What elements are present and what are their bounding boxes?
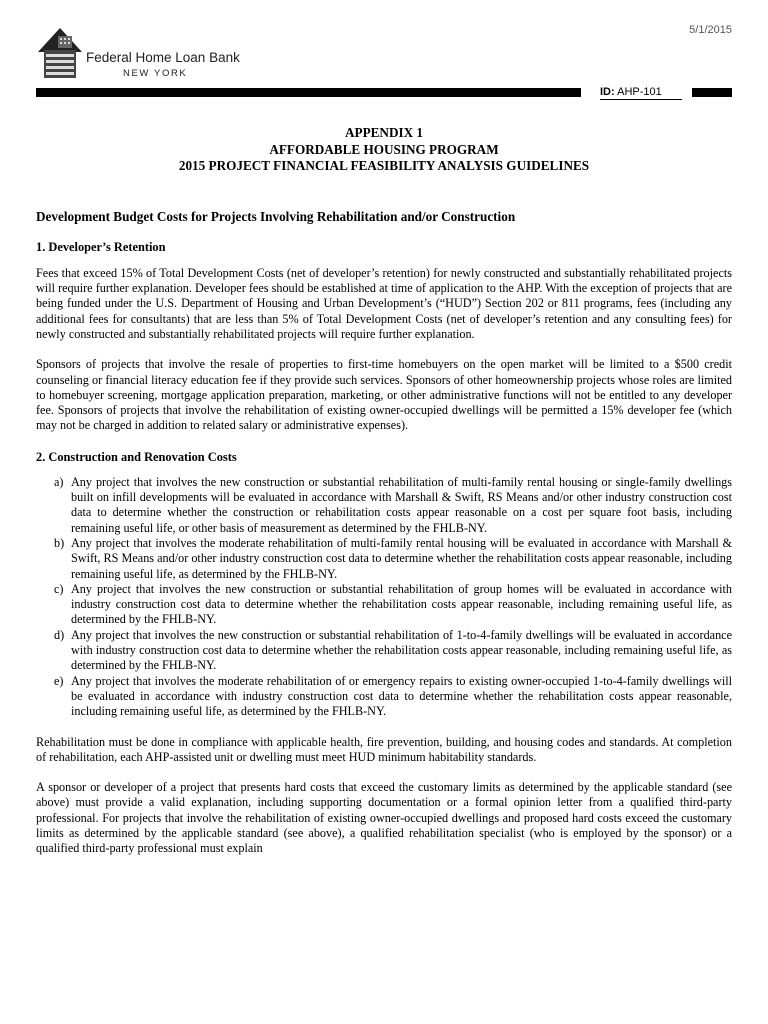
list-marker: d) <box>54 627 65 642</box>
id-value: AHP-101 <box>617 86 662 98</box>
title-line-3: 2015 PROJECT FINANCIAL FEASIBILITY ANALYSIS GUIDELINES <box>178 158 590 174</box>
document-id <box>600 86 682 100</box>
list-item <box>54 674 732 720</box>
house-flag-icon <box>36 22 86 80</box>
logo <box>36 22 296 82</box>
section-heading: Development Budget Costs for Projects Involving Rehabilitation and/or Construction <box>36 208 516 224</box>
date-stamp: 5/1/2015 <box>689 24 732 36</box>
list-item-text: Any project that involves the new construction or substantial rehabilitation of multi-family rental housing or single-family dwellings built on infill developments will be evaluated in accordance with Marshall & Swift, RS Means and/or other industry construction cost data to determine whether the construction or rehabilitation costs appear reasonable on a cost per square foot basis, including remaining useful life, or other basis of measurement as determined by the FHLB-NY. <box>71 474 732 535</box>
header-rule-right <box>692 88 732 97</box>
title-line-1: APPENDIX 1 <box>344 125 424 140</box>
list-item <box>54 536 732 582</box>
list-marker: b) <box>54 535 65 550</box>
list-marker: a) <box>54 474 64 489</box>
logo-subtitle: NEW YORK <box>123 68 188 79</box>
subsection-heading-2: 2. Construction and Renovation Costs <box>36 449 237 464</box>
paragraph-developer-fees: Fees that exceed 15% of Total Development Costs (net of developer’s retention) for newly constructed and substantially rehabilitated projects will require further explanation. Developer fees should be established at time of application to the AHP. With the exception of projects that are being funded under the U.S. Department of Housing and Urban Development’s (“HUD”) Section 202 or 811 programs, fees (including any additional fees for consultants) that are less than 5% of Total Development Costs (net of developer’s retention and any consulting fees) for newly constructed and substantially rehabilitated projects will require further explanation. <box>36 265 732 341</box>
list-item <box>54 475 732 536</box>
list-marker: c) <box>54 581 64 596</box>
list-item-text: Any project that involves the moderate rehabilitation of or emergency repairs to existing owner-occupied 1-to-4-family dwellings will be evaluated in accordance with industry construction cost data to determine whether the rehabilitation costs appear reasonable, including remaining useful life, as determined by the FHLB-NY. <box>71 673 732 719</box>
cost-evaluation-list <box>36 475 732 720</box>
id-label: ID: <box>600 86 615 98</box>
subsection-heading-1: 1. Developer’s Retention <box>36 239 166 254</box>
paragraph-rehab-compliance: Rehabilitation must be done in compliance with applicable health, fire prevention, building, and housing codes and standards. At completion of rehabilitation, each AHP-assisted unit or dwelling must meet HUD minimum habitability standards. <box>36 734 732 764</box>
title-line-2: AFFORDABLE HOUSING PROGRAM <box>269 141 499 157</box>
list-item <box>54 628 732 674</box>
list-item <box>54 582 732 628</box>
list-item-text: Any project that involves the new construction or substantial rehabilitation of 1-to-4-family dwellings will be evaluated in accordance with industry construction cost data to determine whether the rehabilitation costs appear reasonable, including remaining useful life, as determined by the FHLB-NY. <box>71 627 732 673</box>
header-rule-left <box>36 88 581 97</box>
paragraph-sponsor-fees: Sponsors of projects that involve the resale of properties to first-time homebuyers on the open market will be limited to a $500 credit counseling or financial literacy education fee if they provide such services. Sponsors of other homeownership projects whose roles are limited to homebuyer screening, mortgage application preparation, marketing, or other administrative functions will not be entitled to any developer fee. Sponsors of projects that involve the rehabilitation of existing owner-occupied dwellings will be permitted a 15% developer fee (which may not be charged in addition to related salary or administrative expenses). <box>36 357 732 433</box>
logo-name: Federal Home Loan Bank <box>86 50 240 65</box>
paragraph-hard-costs: A sponsor or developer of a project that presents hard costs that exceed the customary limits as determined by the applicable standard (see above) must provide a valid explanation, including supporting documentation or a formal opinion letter from a qualified third-party professional. For projects that involve the rehabilitation of existing owner-occupied dwellings and proposed hard costs exceed the customary limits as determined by the applicable standard (see above), a qualified rehabilitation specialist (who is employed by the sponsor) or a qualified third-party professional must explain <box>36 780 732 856</box>
list-item-text: Any project that involves the moderate rehabilitation of multi-family rental housing will be evaluated in accordance with Marshall & Swift, RS Means and/or other industry construction cost data to determine whether the rehabilitation costs appear reasonable, including remaining useful life, as determined by the FHLB-NY. <box>71 535 732 581</box>
document-body <box>36 125 732 857</box>
list-item-text: Any project that involves the new construction or substantial rehabilitation of group homes will be evaluated in accordance with industry construction cost data to determine whether the rehabilitation costs appear reasonable, including remaining useful life, as determined by the FHLB-NY. <box>71 581 732 627</box>
list-marker: e) <box>54 673 64 688</box>
